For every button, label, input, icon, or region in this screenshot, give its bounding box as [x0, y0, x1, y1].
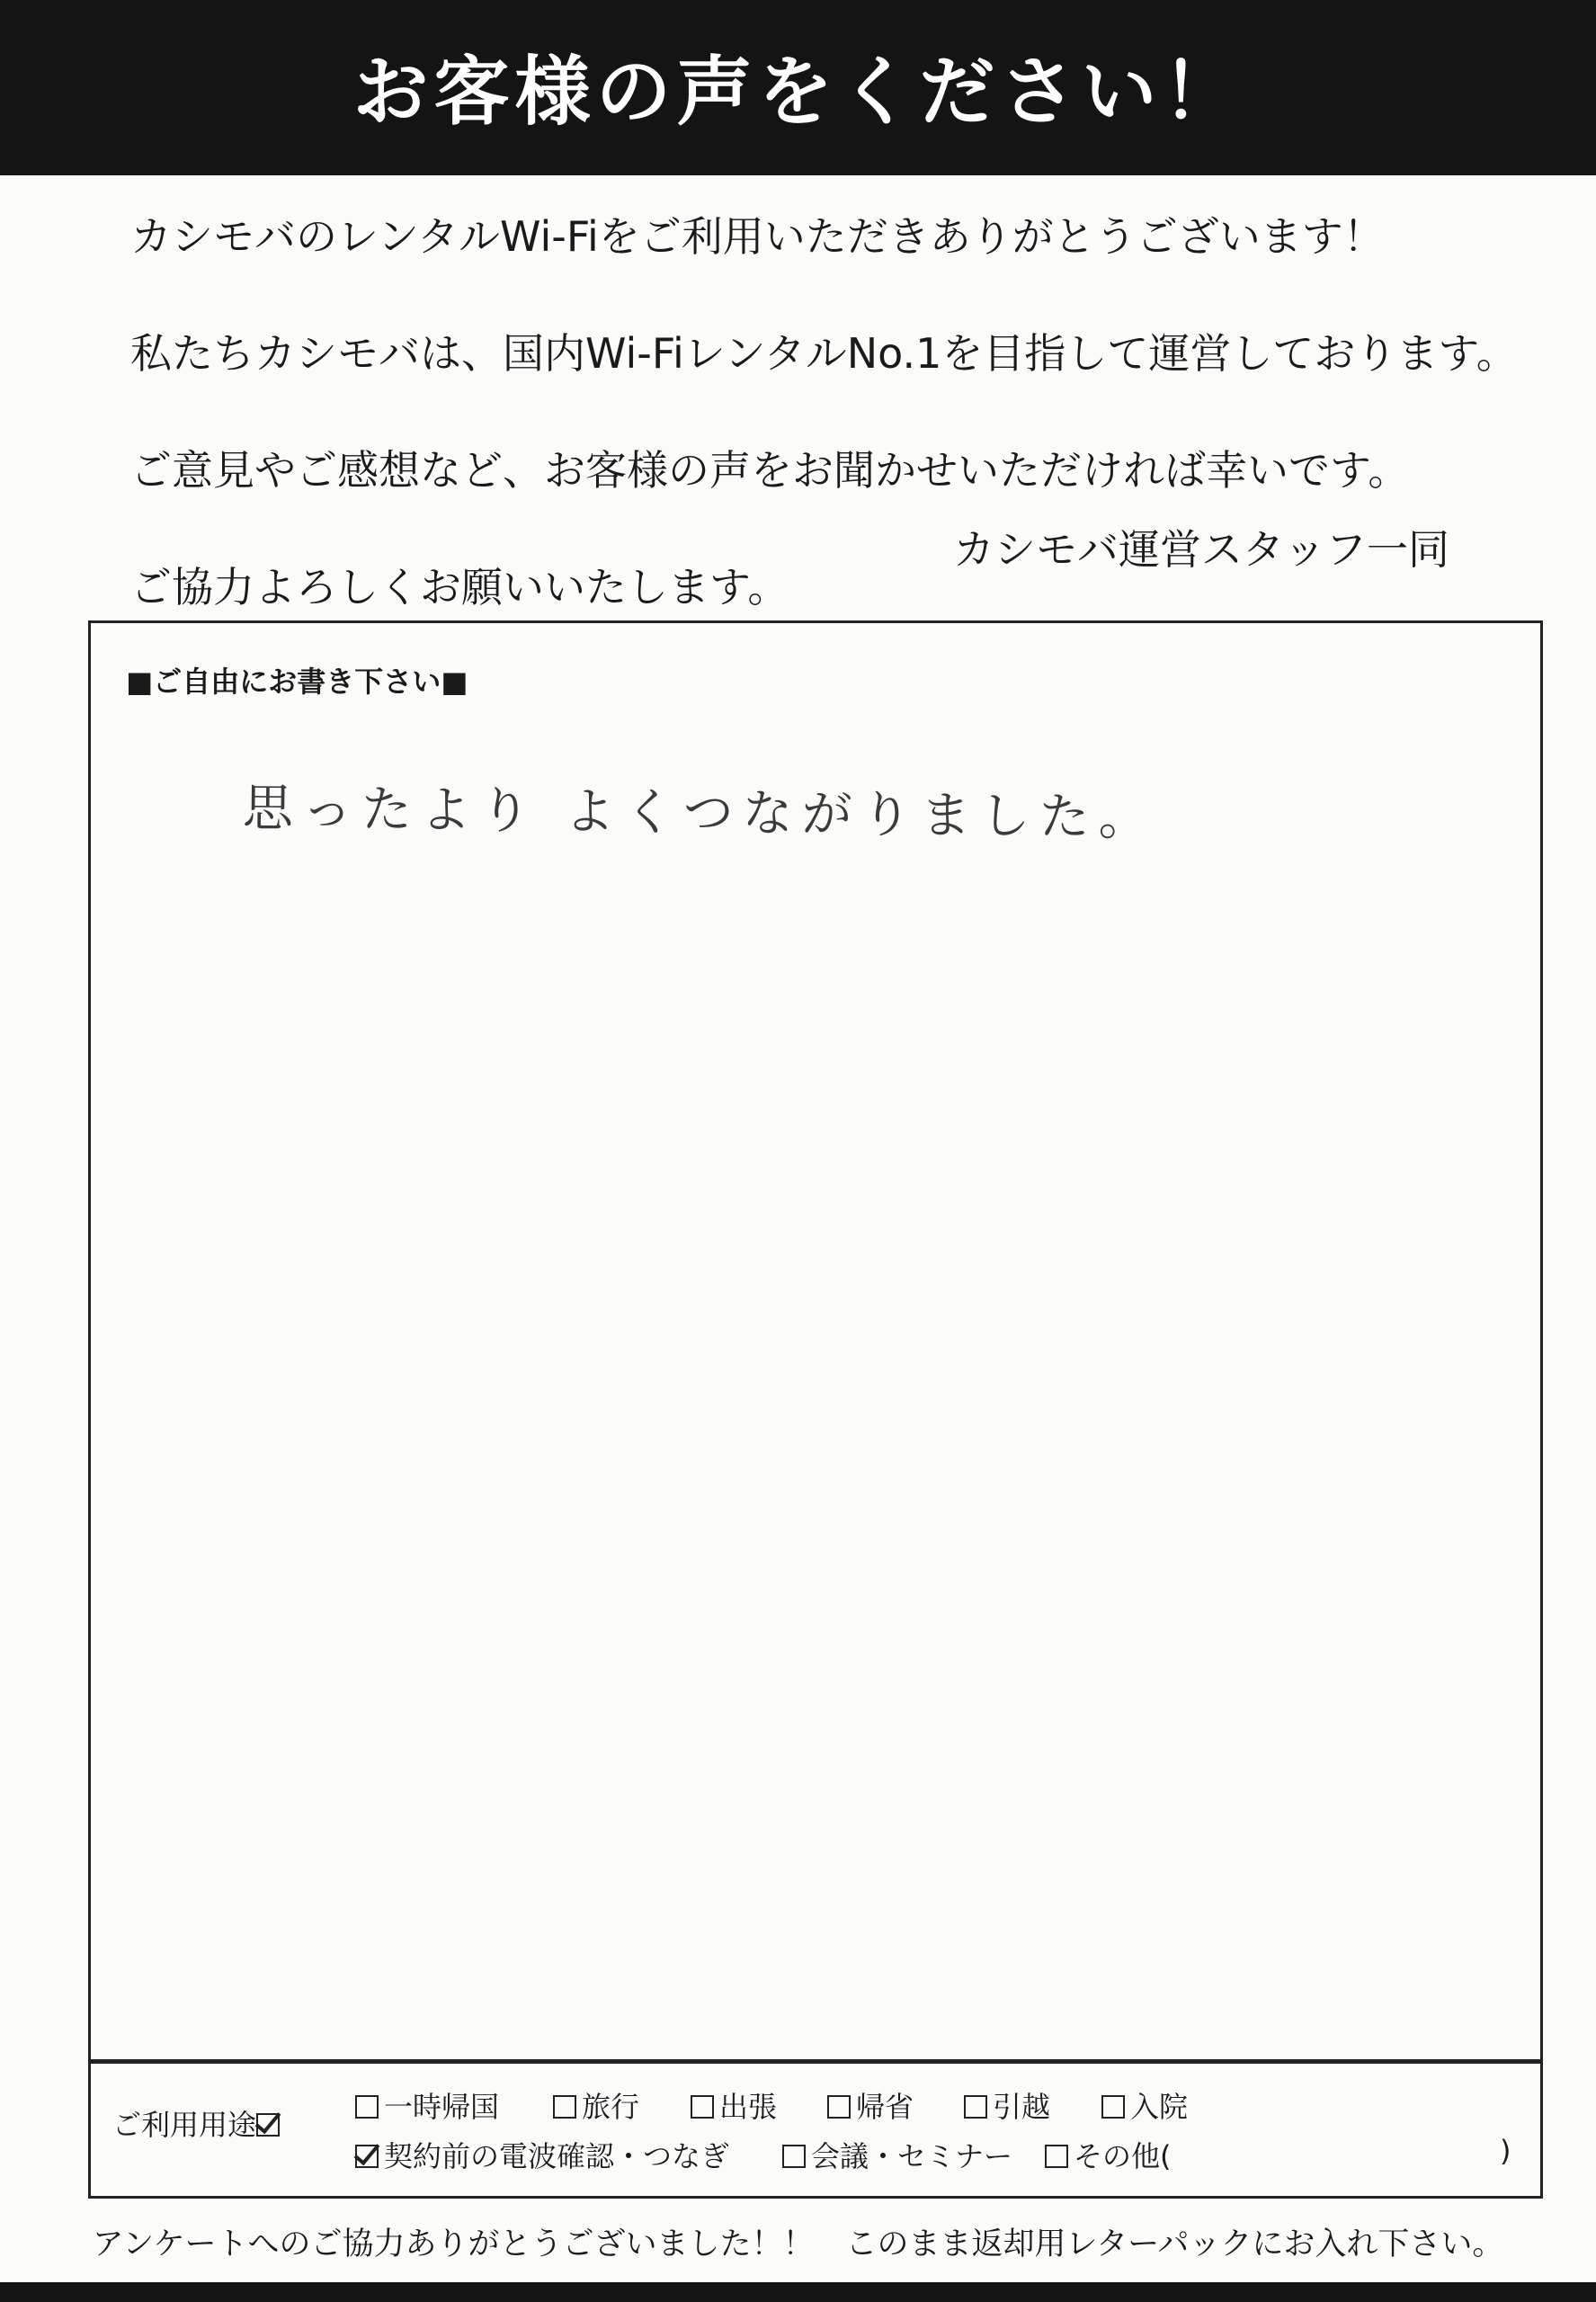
option-label: 入院: [1130, 2090, 1189, 2124]
usage-option-ichiji-kikoku[interactable]: [355, 2084, 499, 2126]
usage-option-shucchou[interactable]: [691, 2084, 777, 2126]
usage-label-text: ご利用用途: [112, 2108, 257, 2142]
intro-line: 私たちカシモバは、国内Wi-FiレンタルNo.1を目指して運営しております。: [130, 329, 1518, 378]
page-title: お客様の声をください！: [352, 48, 1244, 136]
option-label: 会議・セミナー: [811, 2139, 1013, 2173]
checkbox[interactable]: [827, 2095, 851, 2119]
intro-line: ご意見やご感想など、お客様の声をお聞かせいただければ幸いです。: [130, 446, 1410, 495]
option-label: 帰省: [856, 2090, 914, 2124]
usage-option-hikkoshi[interactable]: [964, 2084, 1050, 2126]
option-label: その他(: [1074, 2139, 1172, 2173]
usage-option-sonota[interactable]: [1045, 2134, 1172, 2175]
usage-option-denpa-kakunin[interactable]: [355, 2134, 729, 2175]
usage-option-nyuuin[interactable]: [1101, 2084, 1188, 2126]
bottom-bar: [0, 2282, 1596, 2302]
usage-label-checkbox: [256, 2113, 280, 2137]
option-label: 旅行: [582, 2090, 640, 2124]
checkbox[interactable]: [782, 2145, 806, 2168]
free-comment-label: ■ご自由にお書き下さい■: [126, 665, 468, 699]
checkbox[interactable]: [1045, 2145, 1068, 2168]
option-label: 契約前の電波確認・つなぎ: [384, 2139, 730, 2173]
usage-option-kisei[interactable]: [827, 2084, 914, 2126]
checkbox[interactable]: [553, 2095, 576, 2119]
usage-option-kaigi-seminar[interactable]: [782, 2134, 1012, 2175]
intro-message: [130, 209, 1533, 676]
usage-option-ryokou[interactable]: [553, 2084, 639, 2126]
option-label: 一時帰国: [384, 2090, 500, 2124]
checkbox[interactable]: [1101, 2095, 1125, 2119]
usage-label: [112, 2102, 285, 2144]
handwritten-comment: 思ったより よくつながりました。: [242, 779, 1159, 848]
usage-box: [88, 2059, 1543, 2199]
usage-other-close-paren: ): [1500, 2134, 1511, 2168]
checkbox-checked[interactable]: [355, 2145, 379, 2168]
option-label: 出張: [719, 2090, 778, 2124]
checkbox[interactable]: [964, 2095, 987, 2119]
footer-message: アンケートへのご協力ありがとうございました！！ このまま返却用レターパックにお入れ下さい。: [92, 2226, 1504, 2262]
checkbox[interactable]: [691, 2095, 714, 2119]
intro-line: カシモバのレンタルWi-Fiをご利用いただきありがとうございます！: [130, 212, 1385, 261]
option-label: 引越: [993, 2090, 1051, 2124]
checkbox[interactable]: [355, 2095, 379, 2119]
staff-signature: カシモバ運営スタッフ一同: [953, 525, 1449, 574]
intro-line: ご協力よろしくお願いいたします。: [130, 563, 789, 611]
